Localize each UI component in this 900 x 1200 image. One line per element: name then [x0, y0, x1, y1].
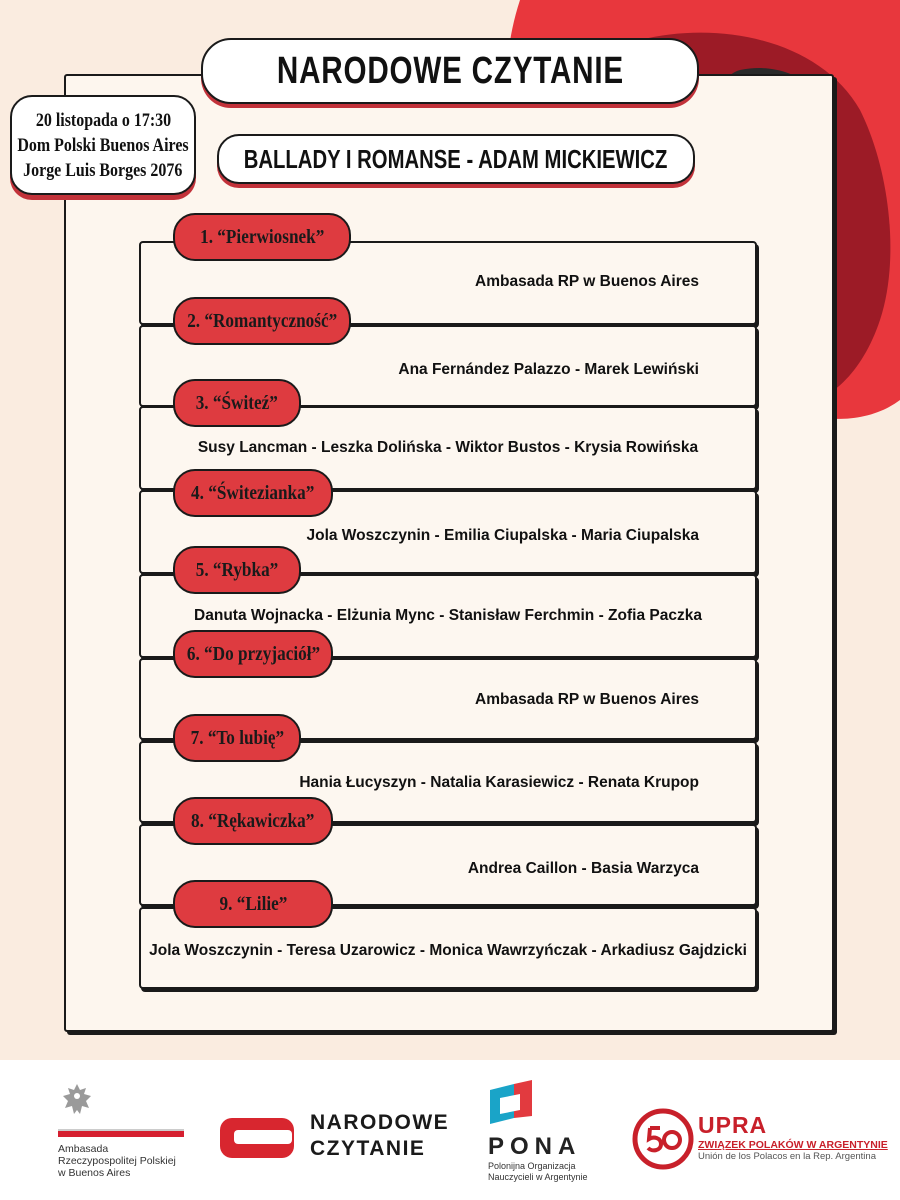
- page-subtitle: BALLADY I ROMANSE - ADAM MICKIEWICZ: [217, 134, 695, 184]
- event-venue: Dom Polski Buenos Aires: [17, 134, 189, 156]
- upra-50-emblem-icon: [632, 1108, 694, 1170]
- upra-logo: UPRA ZWIĄZEK POLAKÓW W ARGENTYNIE Unión de los Polacos en la Rep. Argentina: [632, 1108, 872, 1172]
- embassy-name: Ambasada Rzeczypospolitej Polskiej w Buenos Aires: [58, 1143, 176, 1179]
- ballad-title-7: 7. “To lubię”: [173, 714, 301, 762]
- ballad-title-9: 9. “Lilie”: [173, 880, 333, 928]
- ballad-title-4: 4. “Świtezianka”: [173, 469, 333, 517]
- event-address: Jorge Luis Borges 2076: [23, 159, 183, 181]
- readers-4: Jola Woszczynin - Emilia Ciupalska - Maria Ciupalska: [306, 527, 699, 544]
- embassy-logo: [58, 1082, 188, 1179]
- readers-2: Ana Fernández Palazzo - Marek Lewiński: [398, 361, 699, 378]
- ballad-title-2: 2. “Romantyczność”: [173, 297, 351, 345]
- ballad-title-5: 5. “Rybka”: [173, 546, 301, 594]
- event-info: [10, 95, 196, 195]
- page-title: NARODOWE CZYTANIE: [201, 38, 699, 104]
- readers-5: Danuta Wojnacka - Elżunia Mync - Stanisław Ferchmin - Zofia Paczka: [194, 607, 702, 624]
- readers-6: Ambasada RP w Buenos Aires: [475, 691, 699, 708]
- book-icon: [218, 1116, 296, 1160]
- pona-logo: PONA Polonijna Organizacja Nauczycieli w Argentynie: [488, 1078, 598, 1183]
- readers-8: Andrea Caillon - Basia Warzyca: [467, 860, 699, 877]
- ballad-title-8: 8. “Rękawiczka”: [173, 797, 333, 845]
- readers-7: Hania Łucyszyn - Natalia Karasiewicz - Renata Krupop: [299, 774, 699, 791]
- event-date: 20 listopada o 17:30: [35, 109, 171, 131]
- ballad-title-1: 1. “Pierwiosnek”: [173, 213, 351, 261]
- readers-1: Ambasada RP w Buenos Aires: [475, 273, 699, 290]
- pona-emblem-icon: [488, 1078, 536, 1128]
- readers-3: Susy Lancman - Leszka Dolińska - Wiktor Bustos - Krysia Rowińska: [197, 439, 699, 456]
- eagle-emblem-icon: [60, 1082, 94, 1120]
- readers-9: Jola Woszczynin - Teresa Uzarowicz - Monica Wawrzyńczak - Arkadiusz Gajdzicki: [149, 942, 747, 959]
- sponsors-footer: [0, 1060, 900, 1200]
- ballad-title-6: 6. “Do przyjaciół”: [173, 630, 333, 678]
- ballad-title-3: 3. “Świteź”: [173, 379, 301, 427]
- narodowe-czytanie-logo: NARODOWE CZYTANIE: [218, 1110, 448, 1170]
